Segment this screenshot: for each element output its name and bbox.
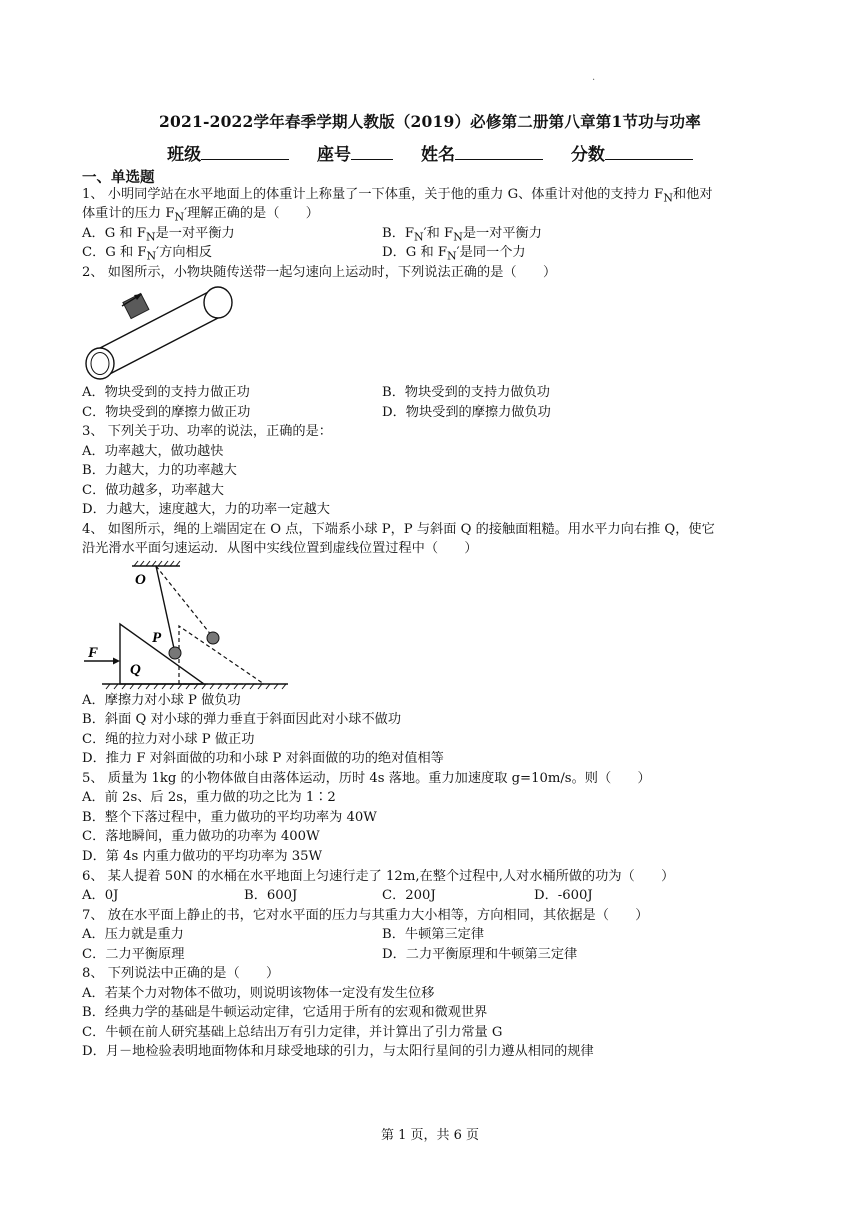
q8-option-b: B．经典力学的基础是牛顿运动定律，它适用于所有的宏观和微观世界 [82, 1005, 488, 1020]
q4-option-d: D．推力 F 对斜面做的功和小球 P 对斜面做的功的绝对值相等 [82, 751, 444, 766]
q5-option-c: C．落地瞬间，重力做功的功率为 400W [82, 829, 320, 844]
conveyor-belt-figure [82, 283, 242, 383]
score-label: 分数 [570, 145, 605, 165]
q1-a-tail: 是一对平衡力 [155, 226, 235, 241]
q4-option-a: A．摩擦力对小球 P 做负功 [82, 693, 241, 708]
q2-option-d: D．物块受到的摩擦力做负功 [382, 405, 551, 420]
q8-option-d: D．月－地检验表明地面物体和月球受地球的引力，与太阳行星间的引力遵从相同的规律 [82, 1044, 594, 1059]
seat-field [317, 140, 393, 165]
q4-option-c: C．绳的拉力对小球 P 做正功 [82, 732, 255, 747]
q3-option-a: A．功率越大，做功越快 [82, 444, 224, 459]
q1-option-c [82, 244, 212, 266]
q1-a-text: A．G 和 F [82, 226, 146, 241]
force-arrow-head [113, 658, 120, 665]
q3-option-d: D．力越大，速度越大，力的功率一定越大 [82, 502, 330, 517]
seat-blank [351, 144, 393, 160]
q1-b-sub2: N [453, 230, 463, 244]
q3-option-b: B．力越大，力的功率越大 [82, 463, 237, 478]
q3-stem: 3、 下列关于功、功率的说法，正确的是： [82, 424, 332, 439]
label-o: O [135, 572, 146, 588]
name-blank [455, 144, 543, 160]
q4-stem-line2: 沿光滑水平面匀速运动．从图中实线位置到虚线位置过程中（ ） [82, 541, 478, 556]
q4-option-b: B．斜面 Q 对小球的弹力垂直于斜面因此对小球不做功 [82, 712, 402, 727]
student-info-line [0, 140, 860, 165]
pendulum-incline-figure [82, 560, 292, 690]
label-f: F [88, 645, 99, 661]
belt-bottom-line [100, 318, 218, 379]
q8-stem: 8、 下列说法中正确的是（ ） [82, 966, 280, 981]
q1-b-sub: N [414, 230, 424, 244]
q1-stem2: 体重计的压力 F [82, 206, 175, 221]
q5-stem: 5、 质量为 1kg 的小物体做自由落体运动，历时 4s 落地。重力加速度取 g=10m/s。则（ ） [82, 771, 651, 786]
q1-b-text: B．F [382, 226, 415, 241]
right-roller [204, 287, 232, 318]
q1-stem1-tail: 和他对 [672, 187, 713, 202]
q5-option-b: B．整个下落过程中，重力做功的平均功率为 40W [82, 810, 377, 825]
q6-option-d: D．-600J [534, 888, 593, 903]
score-blank [605, 144, 693, 160]
class-field [167, 140, 289, 165]
q1-stem1: 1、 小明同学站在水平地面上的体重计上称量了一下体重，关于他的重力 G、体重计对他的支持力 F [82, 187, 664, 202]
q7-option-a: A．压力就是重力 [82, 927, 184, 942]
q1-stem1-sub: N [663, 191, 673, 205]
q1-a-sub: N [145, 230, 156, 244]
q1-stem-line2 [82, 205, 319, 227]
ball-p-solid [169, 647, 181, 659]
q5-option-a: A．前 2s、后 2s，重力做的功之比为 1∶2 [82, 790, 336, 805]
name-field [421, 140, 543, 165]
seat-label: 座号 [317, 145, 352, 165]
label-p: P [152, 630, 162, 646]
q7-option-d: D．二力平衡原理和牛顿第三定律 [382, 947, 578, 962]
label-q: Q [130, 662, 141, 678]
q6-option-b: B．600J [244, 888, 298, 903]
class-label: 班级 [167, 145, 202, 165]
q2-option-b: B．物块受到的支持力做负功 [382, 385, 550, 400]
ceiling-hatch [134, 561, 180, 566]
q1-stem2-sub: N [174, 210, 185, 224]
rope-dashed [156, 566, 212, 636]
name-label: 姓名 [420, 145, 455, 165]
q1-b-mid: ′和 F [423, 226, 454, 241]
q1-d-tail: ′是同一个力 [456, 245, 526, 260]
score-field [571, 140, 693, 165]
q7-option-c: C．二力平衡原理 [82, 947, 185, 962]
q6-option-c: C．200J [382, 888, 436, 903]
ground-hatch [106, 684, 286, 689]
q7-stem: 7、 放在水平面上静止的书，它对水平面的压力与其重力大小相等，方向相同，其依据是（ ） [82, 908, 649, 923]
q6-stem: 6、 某人提着 50N 的水桶在水平地面上匀速行走了 12m,在整个过程中,人对水桶所做的功为（ ） [82, 869, 675, 884]
belt-top-line [100, 287, 218, 348]
q8-option-a: A．若某个力对物体不做功，则说明该物体一定没有发生位移 [82, 986, 435, 1001]
q1-c-sub: N [146, 249, 157, 263]
class-blank [201, 144, 289, 160]
q7-option-b: B．牛顿第三定律 [382, 927, 485, 942]
q1-option-d [382, 244, 526, 266]
q5-option-d: D．第 4s 内重力做功的平均功率为 35W [82, 849, 323, 864]
q2-option-c: C．物块受到的摩擦力做正功 [82, 405, 251, 420]
q1-c-tail: ′方向相反 [156, 245, 212, 260]
q8-option-c: C．牛顿在前人研究基础上总结出万有引力定律，并计算出了引力常量 G [82, 1025, 503, 1040]
ball-p-dashed [207, 632, 219, 644]
page-dot: . [592, 72, 596, 83]
q6-option-a: A．0J [82, 888, 119, 903]
q2-stem: 2、 如图所示，小物块随传送带一起匀速向上运动时，下列说法正确的是（ ） [82, 265, 557, 280]
page-title: 2021-2022学年春季学期人教版（2019）必修第二册第八章第1节功与功率 [159, 112, 701, 131]
q1-stem2-tail: ′理解正确的是（ ） [184, 206, 319, 221]
q1-d-sub: N [447, 249, 457, 263]
q4-stem-line1: 4、 如图所示，绳的上端固定在 O 点，下端系小球 P，P 与斜面 Q 的接触面粗糙。用水平力向右推 Q，使它 [82, 522, 715, 537]
section-heading: 一、单选题 [82, 169, 155, 186]
q3-option-c: C．做功越多，功率越大 [82, 483, 224, 498]
page-footer: 第 1 页，共 6 页 [380, 1128, 480, 1143]
q1-b-tail: 是一对平衡力 [462, 226, 542, 241]
q1-d-text: D．G 和 F [382, 245, 448, 260]
q1-c-text: C．G 和 F [82, 245, 147, 260]
q2-option-a: A．物块受到的支持力做正功 [82, 385, 250, 400]
